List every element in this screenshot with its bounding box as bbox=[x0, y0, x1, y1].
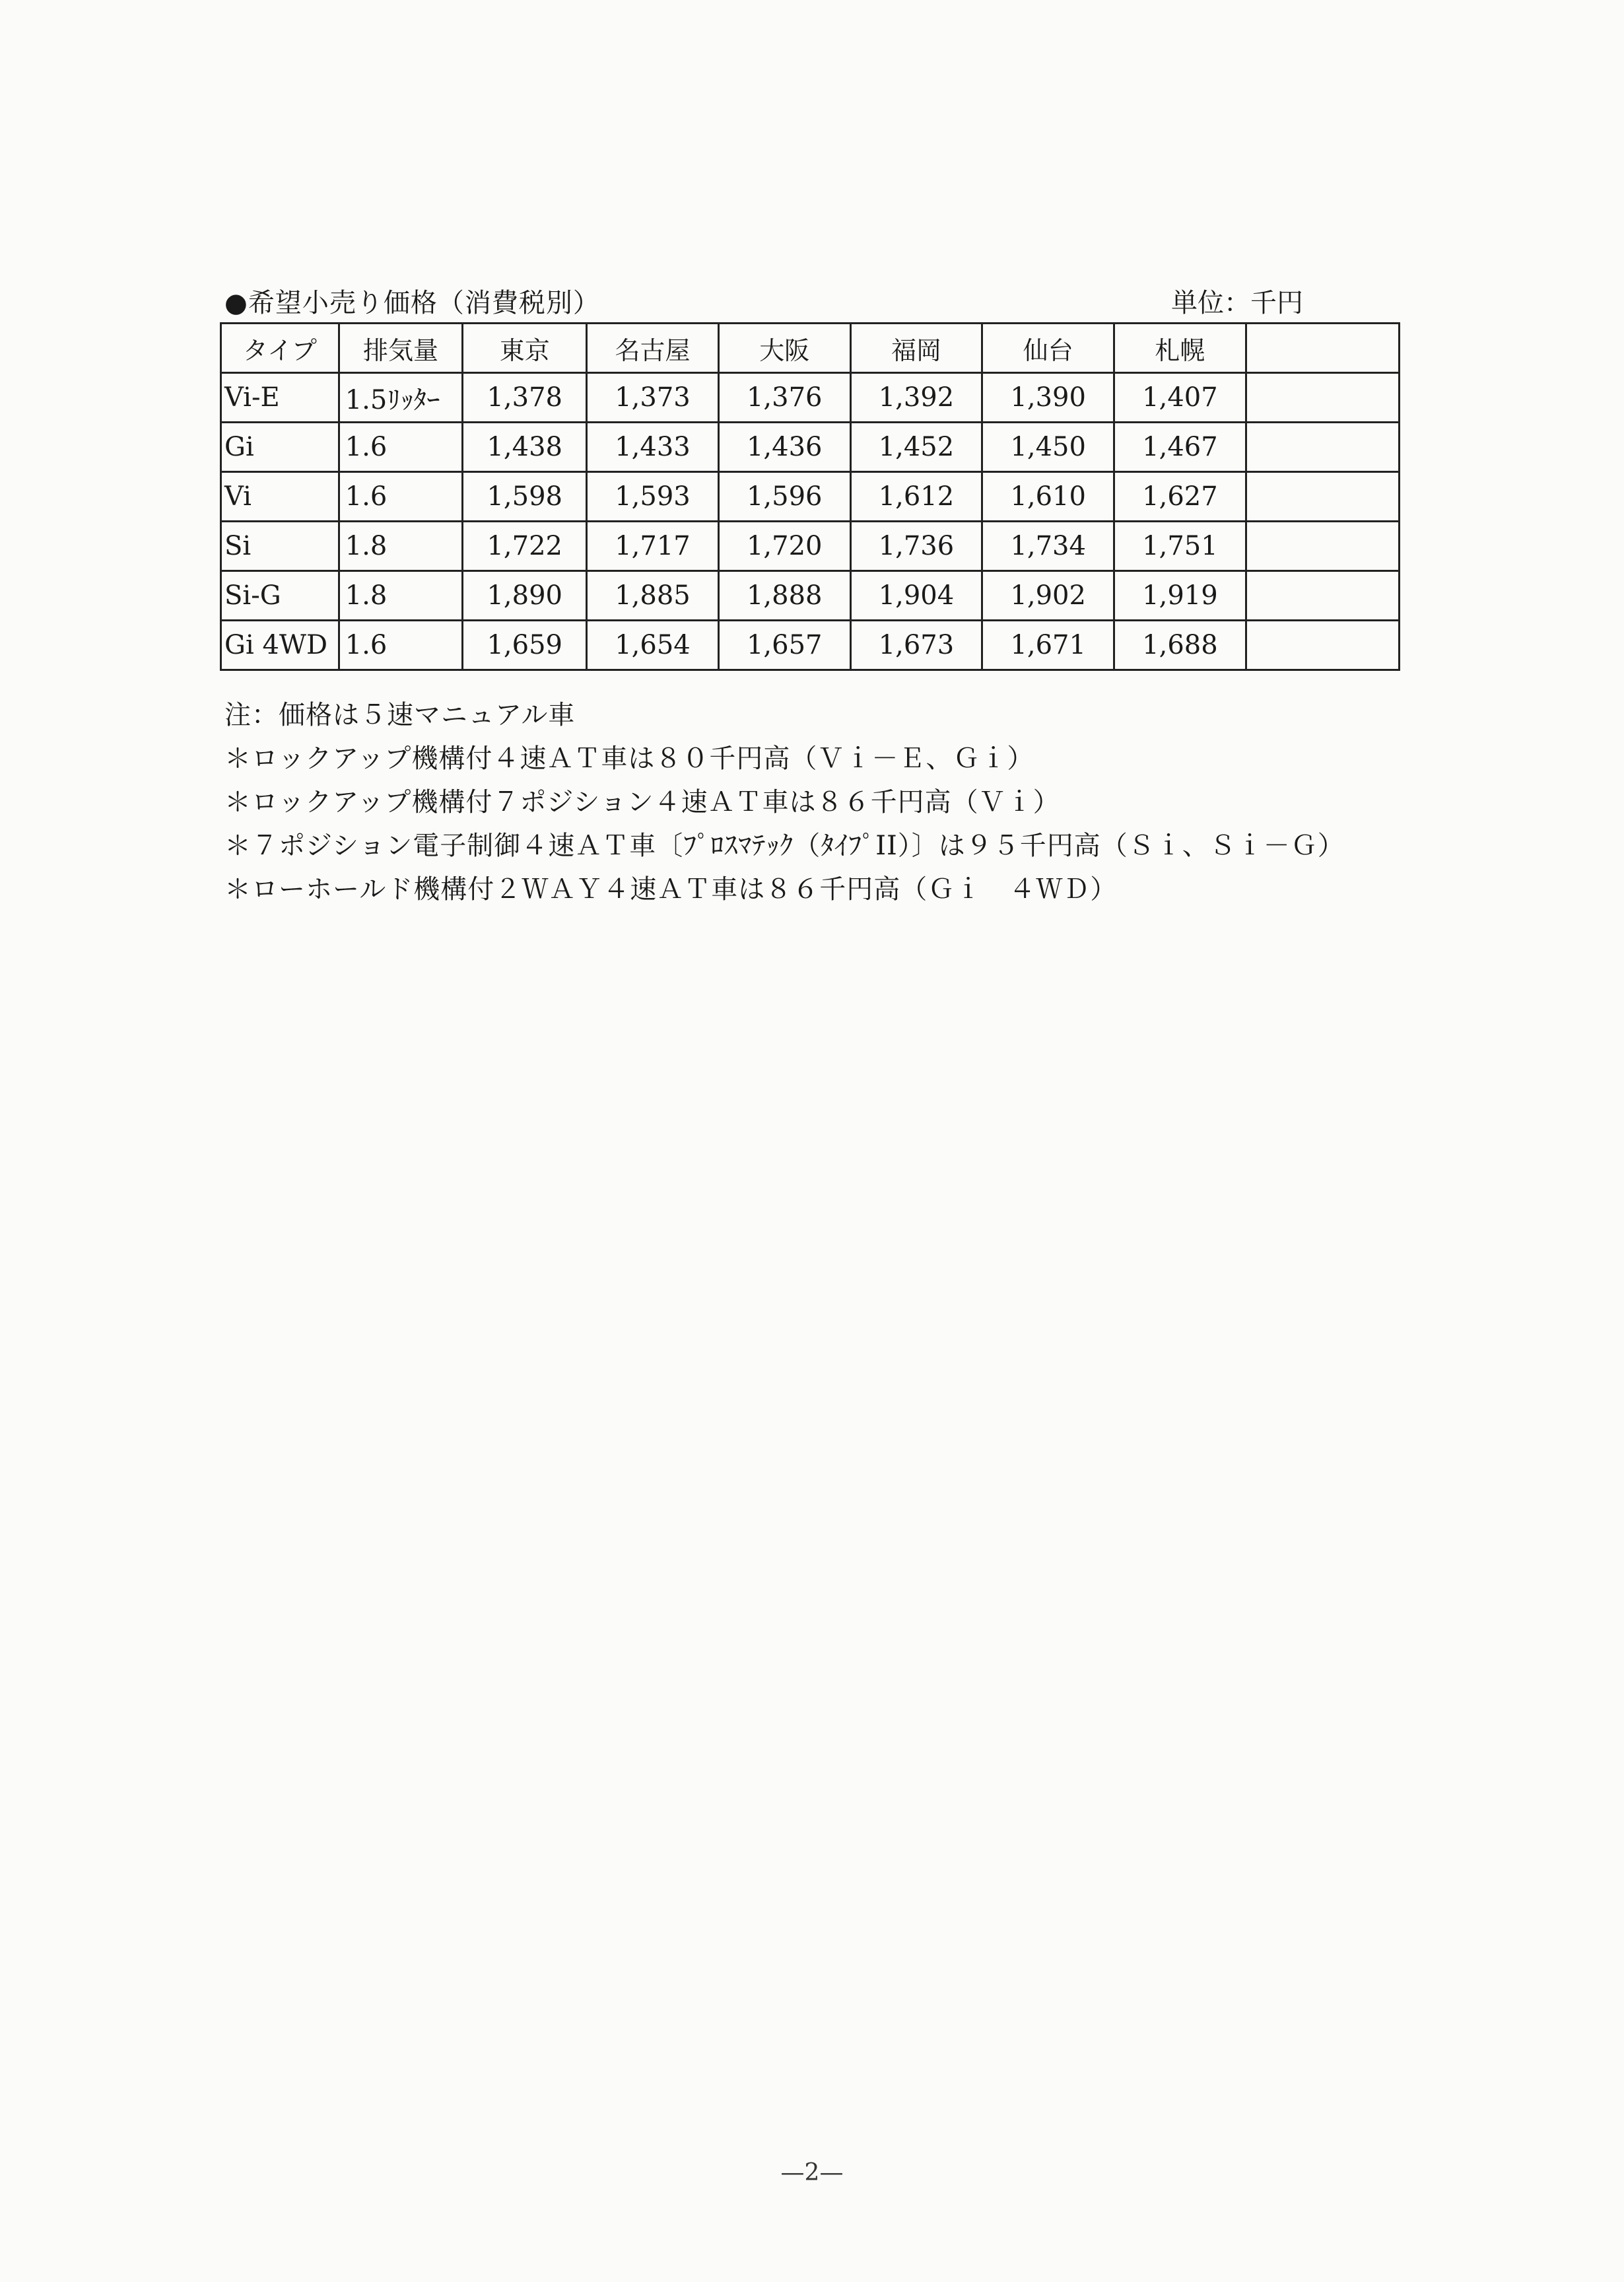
price-cell-tokyo: 1,598 bbox=[463, 472, 587, 522]
displacement-cell: 1.8 bbox=[339, 571, 463, 621]
table-row bbox=[221, 621, 1400, 670]
column-header-type: タイプ bbox=[221, 324, 339, 373]
price-cell-osaka: 1,376 bbox=[718, 373, 850, 423]
price-cell-sendai: 1,671 bbox=[982, 621, 1114, 670]
displacement-cell: 1.6 bbox=[339, 472, 463, 522]
model-type-cell: Gi bbox=[221, 423, 339, 472]
price-cell-sendai: 1,902 bbox=[982, 571, 1114, 621]
column-header-sendai: 仙台 bbox=[982, 324, 1114, 373]
blank-cell bbox=[1246, 522, 1399, 571]
blank-cell bbox=[1246, 472, 1399, 522]
table-row bbox=[221, 423, 1400, 472]
column-header-blank bbox=[1246, 324, 1399, 373]
price-cell-sapporo: 1,407 bbox=[1114, 373, 1246, 423]
price-cell-nagoya: 1,654 bbox=[587, 621, 719, 670]
price-cell-sapporo: 1,751 bbox=[1114, 522, 1246, 571]
displacement-cell: 1.6 bbox=[339, 621, 463, 670]
model-type-cell: Si-G bbox=[221, 571, 339, 621]
unit-label: 単位：千円 bbox=[1171, 287, 1303, 318]
note-line: ＊ローホールド機構付２ＷＡＹ４速ＡＴ車は８６千円高（Ｇｉ ４ＷＤ） bbox=[224, 874, 1118, 905]
column-header-fukuoka: 福岡 bbox=[850, 324, 982, 373]
price-cell-fukuoka: 1,452 bbox=[850, 423, 982, 472]
column-header-tokyo: 東京 bbox=[463, 324, 587, 373]
price-cell-tokyo: 1,438 bbox=[463, 423, 587, 472]
price-cell-sapporo: 1,627 bbox=[1114, 472, 1246, 522]
notes-section bbox=[224, 693, 1413, 911]
blank-cell bbox=[1246, 571, 1399, 621]
price-header bbox=[224, 281, 1307, 320]
price-cell-tokyo: 1,890 bbox=[463, 571, 587, 621]
table-row bbox=[221, 373, 1400, 423]
table-header-row bbox=[221, 324, 1400, 373]
price-cell-sendai: 1,734 bbox=[982, 522, 1114, 571]
column-header-nagoya: 名古屋 bbox=[587, 324, 719, 373]
price-cell-nagoya: 1,373 bbox=[587, 373, 719, 423]
price-cell-osaka: 1,720 bbox=[718, 522, 850, 571]
column-header-sapporo: 札幌 bbox=[1114, 324, 1246, 373]
column-header-osaka: 大阪 bbox=[718, 324, 850, 373]
price-cell-sapporo: 1,467 bbox=[1114, 423, 1246, 472]
price-cell-nagoya: 1,885 bbox=[587, 571, 719, 621]
price-cell-fukuoka: 1,612 bbox=[850, 472, 982, 522]
table-row bbox=[221, 571, 1400, 621]
price-cell-fukuoka: 1,736 bbox=[850, 522, 982, 571]
price-cell-nagoya: 1,593 bbox=[587, 472, 719, 522]
price-cell-sapporo: 1,919 bbox=[1114, 571, 1246, 621]
table-row bbox=[221, 522, 1400, 571]
note-line: ＊７ポジション電子制御４速ＡＴ車〔ﾌﾟﾛｽﾏﾃｯｸ（ﾀｲﾌﾟII）〕は９５千円高（Ｓｉ、Ｓｉ－Ｇ） bbox=[224, 831, 1345, 861]
model-type-cell: Vi bbox=[221, 472, 339, 522]
price-cell-sendai: 1,610 bbox=[982, 472, 1114, 522]
model-type-cell: Gi 4WD bbox=[221, 621, 339, 670]
price-cell-osaka: 1,657 bbox=[718, 621, 850, 670]
price-cell-tokyo: 1,378 bbox=[463, 373, 587, 423]
price-cell-sendai: 1,450 bbox=[982, 423, 1114, 472]
displacement-cell: 1.8 bbox=[339, 522, 463, 571]
price-cell-tokyo: 1,722 bbox=[463, 522, 587, 571]
note-line: 注：価格は５速マニュアル車 bbox=[224, 700, 576, 730]
displacement-cell: 1.5ﾘｯﾀｰ bbox=[339, 373, 463, 423]
price-cell-fukuoka: 1,392 bbox=[850, 373, 982, 423]
blank-cell bbox=[1246, 373, 1399, 423]
note-line: ＊ロックアップ機構付７ポジション４速ＡＴ車は８６千円高（Ｖｉ） bbox=[224, 787, 1060, 817]
blank-cell bbox=[1246, 621, 1399, 670]
page-number: —2— bbox=[780, 2159, 844, 2186]
price-cell-osaka: 1,596 bbox=[718, 472, 850, 522]
price-cell-nagoya: 1,433 bbox=[587, 423, 719, 472]
note-line: ＊ロックアップ機構付４速ＡＴ車は８０千円高（Ｖｉ－Ｅ、Ｇｉ） bbox=[224, 743, 1034, 774]
price-table bbox=[220, 322, 1400, 671]
table-title: ●希望小売り価格（消費税別） bbox=[224, 287, 600, 318]
table-row bbox=[221, 472, 1400, 522]
price-cell-sendai: 1,390 bbox=[982, 373, 1114, 423]
model-type-cell: Si bbox=[221, 522, 339, 571]
price-cell-fukuoka: 1,904 bbox=[850, 571, 982, 621]
model-type-cell: Vi-E bbox=[221, 373, 339, 423]
price-cell-tokyo: 1,659 bbox=[463, 621, 587, 670]
column-header-displacement: 排気量 bbox=[339, 324, 463, 373]
price-cell-osaka: 1,888 bbox=[718, 571, 850, 621]
price-cell-nagoya: 1,717 bbox=[587, 522, 719, 571]
price-cell-fukuoka: 1,673 bbox=[850, 621, 982, 670]
blank-cell bbox=[1246, 423, 1399, 472]
displacement-cell: 1.6 bbox=[339, 423, 463, 472]
price-cell-sapporo: 1,688 bbox=[1114, 621, 1246, 670]
price-cell-osaka: 1,436 bbox=[718, 423, 850, 472]
